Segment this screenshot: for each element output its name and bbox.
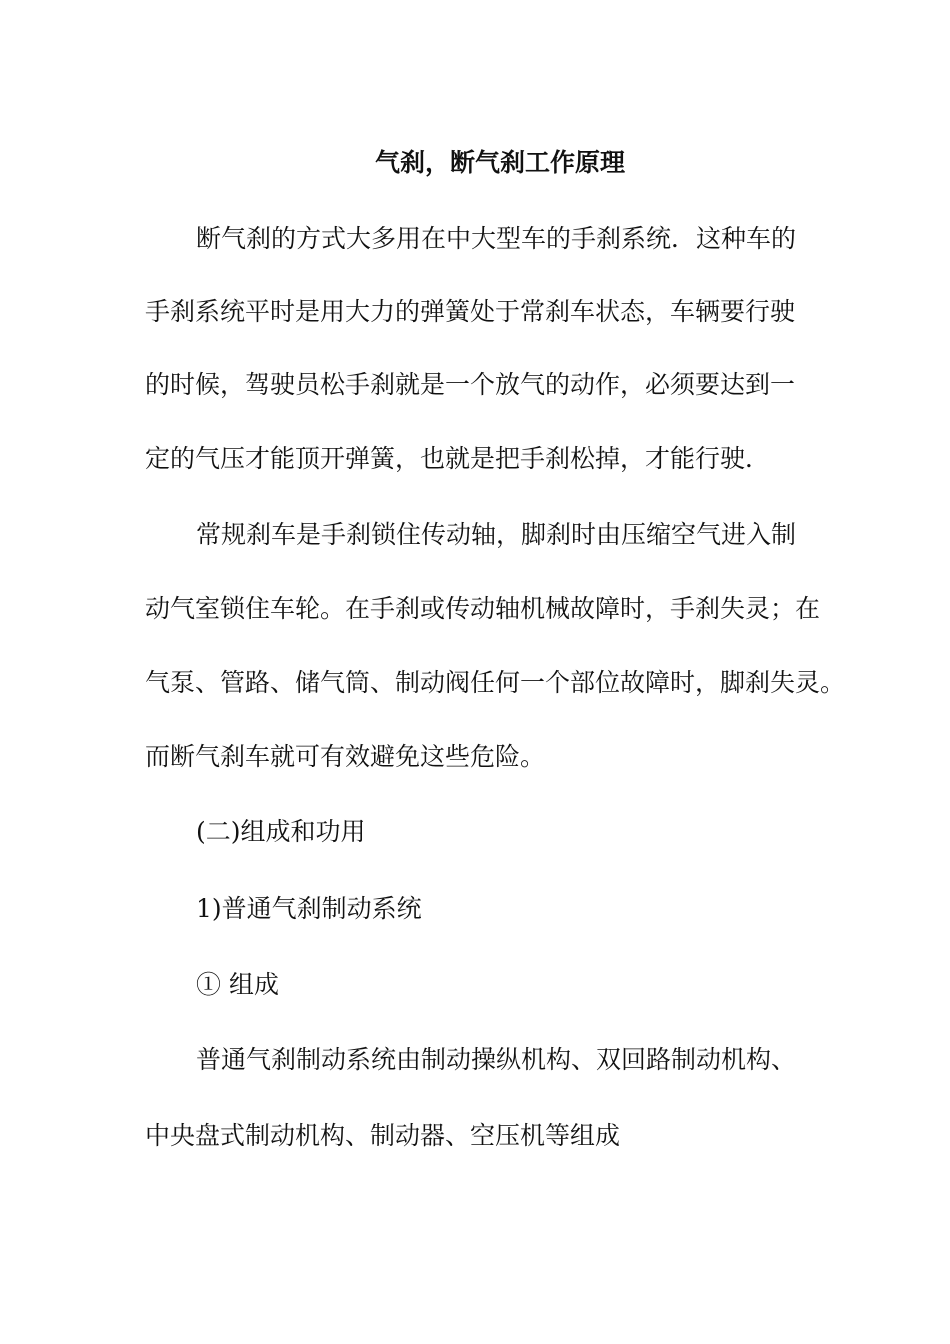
paragraph-2-line-1: 常规刹车是手刹锁住传动轴，脚刹时由压缩空气进入制 — [196, 520, 797, 549]
paragraph-3-line-1: 普通气刹制动系统由制动操纵机构、双回路制动机构、 — [196, 1045, 797, 1074]
paragraph-2-line-2: 动气室锁住车轮。在手刹或传动轴机械故障时，手刹失灵；在 — [145, 594, 821, 623]
paragraph-2-line-3: 气泵、管路、储气筒、制动阀任何一个部位故障时，脚刹失灵。 — [145, 668, 846, 697]
paragraph-3-line-2: 中央盘式制动机构、制动器、空压机等组成 — [145, 1121, 621, 1150]
paragraph-1-line-4: 定的气压才能顶开弹簧，也就是把手刹松掉，才能行驶． — [145, 444, 771, 473]
paragraph-2-line-4: 而断气刹车就可有效避免这些危险。 — [145, 742, 546, 771]
section-heading: (二)组成和功用 — [196, 817, 366, 846]
paragraph-1-line-2: 手刹系统平时是用大力的弹簧处于常刹车状态，车辆要行驶 — [145, 297, 796, 326]
item-heading: ① 组成 — [196, 970, 279, 999]
document-title: 气刹，断气刹工作原理 — [374, 148, 625, 177]
paragraph-1-line-1: 断气刹的方式大多用在中大型车的手刹系统．这种车的 — [196, 224, 797, 253]
paragraph-1-line-3: 的时候，驾驶员松手刹就是一个放气的动作，必须要达到一 — [145, 370, 796, 399]
subsection-heading: 1)普通气刹制动系统 — [196, 894, 422, 923]
